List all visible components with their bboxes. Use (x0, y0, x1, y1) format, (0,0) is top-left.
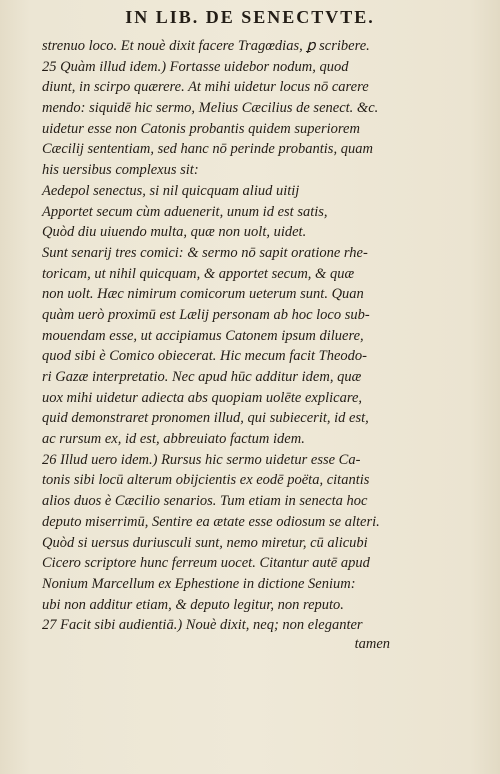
text-line: diunt, in scirpo quærere. At mihi uidetur locus nō carere (42, 79, 369, 96)
text-line: strenuo loco. Et nouè dixit facere Tragœdias, ꝑ scribere. (42, 38, 370, 54)
text-line: ubi non additur etiam, & deputo legitur, non reputo. (42, 596, 344, 613)
running-head: IN LIB. DE SENECTVTE. (125, 7, 375, 27)
text-line: alios duos è Cæcilio senarios. Tum etiam in senecta hoc (42, 493, 368, 510)
body-text (42, 36, 412, 636)
text-line: toricam, ut nihil quicquam, & apportet secum, & quæ (42, 265, 355, 282)
text-line: ri Gazæ interpretatio. Nec apud hūc additur idem, quæ (42, 369, 362, 385)
text-line: Quòd diu uiuendo multa, quæ non uolt, uidet. (42, 224, 307, 241)
text-line: 25 Quàm illud idem.) Fortasse uidebor nodum, quod (42, 58, 349, 75)
text-line: Cicero scriptore hunc ferreum uocet. Citantur autē apud (42, 555, 370, 572)
text-line: uidetur esse non Catonis probantis quidem superiorem (42, 120, 360, 137)
text-line: ac rursum ex, id est, abbreuiato factum idem. (42, 431, 305, 448)
text-line: Apportet secum cùm aduenerit, unum id est satis, (42, 203, 328, 220)
text-line: Quòd si uersus duriusculi sunt, nemo miretur, cū alicubi (42, 534, 368, 551)
text-line: his uersibus complexus sit: (42, 162, 199, 179)
text-line: mouendam esse, ut accipiamus Catonem ipsum diluere, (42, 327, 364, 344)
text-line: Aedepol senectus, si nil quicquam aliud uitij (42, 182, 300, 199)
text-line: Nonium Marcellum ex Ephestione in dictione Senium: (42, 575, 356, 592)
text-line: quàm uerò proximū est Lælij personam ab hoc loco sub- (42, 306, 370, 323)
text-line: Cæcilij sententiam, sed hanc nō perinde probantis, quam (42, 141, 373, 158)
text-line: quid demonstraret pronomen illud, qui subiecerit, id est, (42, 410, 369, 427)
text-line: mendo: siquidē hic sermo, Melius Cæcilius de senect. &c. (42, 100, 379, 117)
text-line: tonis sibi locū alterum obijcientis ex eodē poëta, citantis (42, 472, 370, 489)
text-line: Sunt senarij tres comici: & sermo nō sapit oratione rhe- (42, 244, 368, 261)
text-line: 26 Illud uero idem.) Rursus hic sermo uidetur esse Ca- (42, 451, 361, 468)
text-line: 27 Facit sibi audientiā.) Nouè dixit, neq; non eleganter (42, 617, 363, 634)
text-line: uox mihi uidetur adiecta abs quopiam uolēte explicare, (42, 389, 363, 406)
text-line: quod sibi è Comico obiecerat. Hic mecum facit Theodo- (42, 348, 367, 365)
text-line: non uolt. Hæc nimirum comicorum ueterum sunt. Quan (42, 286, 364, 303)
text-line: deputo miserrimū, Sentire ea ætate esse odiosum se alteri. (42, 513, 380, 530)
catchword: tamen (354, 636, 390, 652)
